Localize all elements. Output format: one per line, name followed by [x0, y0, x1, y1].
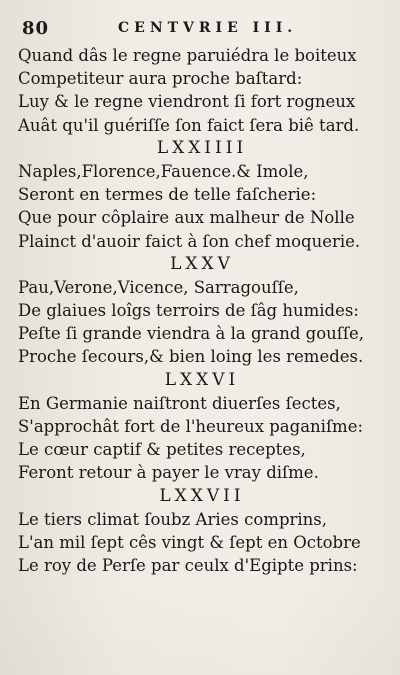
- quatrain-number: LXXV: [170, 253, 234, 274]
- verse-line: S'approchât fort de l'heureux paganiſme:: [18, 417, 364, 436]
- quatrain-number: LXXVI: [164, 369, 240, 390]
- running-title: CENTVRIE III.: [118, 20, 298, 36]
- verse-line: Le tiers climat ſoubz Aries comprins,: [18, 509, 328, 529]
- verse-line: Seront en termes de telle faſcherie:: [18, 185, 317, 205]
- verse-line: Pau,Verone,Vicence, Sarragouſſe,: [18, 277, 299, 297]
- quatrain-text: [18, 44, 386, 577]
- verse-line: De glaiues loîgs terroirs de ſâg humides:: [18, 301, 359, 321]
- page-number: 80: [22, 18, 50, 39]
- verse-line: Quand dâs le regne paruiédra le boiteux: [18, 46, 357, 65]
- verse-line: Proche ſecours,& bien loing les remedes.: [18, 347, 364, 367]
- verse-line: Competiteur aura proche baſtard:: [18, 69, 303, 89]
- page-bottom-margin: [0, 585, 400, 675]
- quatrain-number: LXXIIII: [156, 137, 248, 158]
- verse-line: Plainct d'auoir faict à ſon chef moquerie.: [18, 231, 361, 251]
- verse-line: Peſte ſi grande viendra à la grand gouſſe,: [18, 324, 365, 344]
- verse-line: Que pour côplaire aux malheur de Nolle: [18, 208, 355, 228]
- verse-line: Naples,Florence,Fauence.& Imole,: [18, 161, 309, 181]
- verse-line: Luy & le regne viendront ſi fort rogneux: [18, 92, 356, 112]
- verse-line: En Germanie naiſtront diuerſes ſectes,: [18, 393, 341, 413]
- verse-line: Le cœur captif & petites receptes,: [18, 440, 306, 460]
- page-header: [0, 18, 400, 40]
- verse-line: Feront retour à payer le vray diſme.: [18, 463, 319, 483]
- verse-line: Auât qu'il guériſſe ſon faict ſera biê tard.: [18, 115, 360, 135]
- verse-line: L'an mil ſept cês vingt & ſept en Octobre: [18, 532, 361, 552]
- quatrain-number: LXXVII: [159, 485, 245, 506]
- verse-line: Le roy de Perſe par ceulx d'Egipte prins:: [18, 556, 358, 576]
